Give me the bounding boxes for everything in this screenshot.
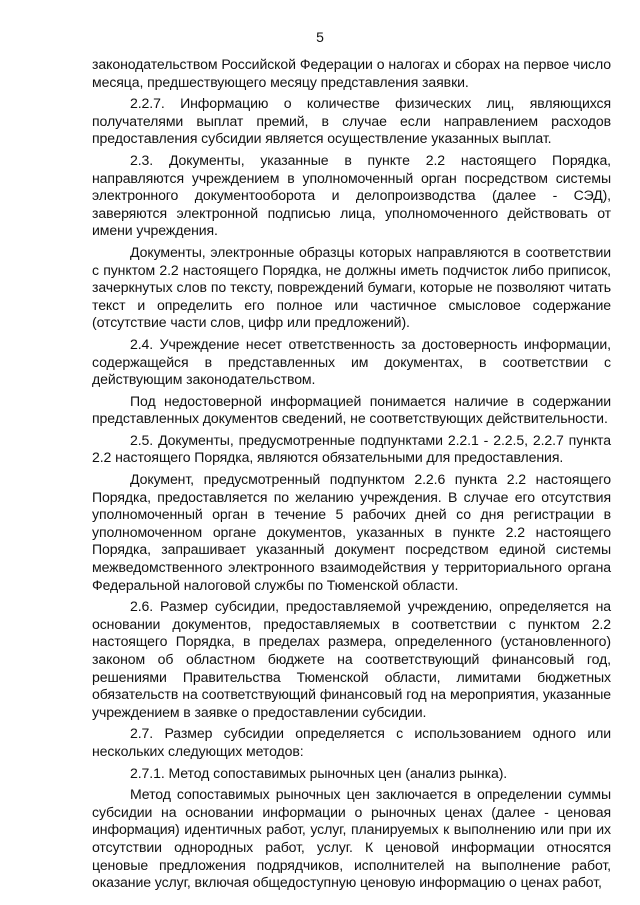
paragraph-2-2-7: 2.2.7. Информацию о количестве физических лиц, являющихся получателями выплат премий, в случае если направлением расходов предоставления субсидии является осуществление указанных выплат. [92,95,611,147]
page-number: 5 [316,29,324,45]
paragraph-continuation: законодательством Российской Федерации о налогах и сборах на первое число месяца, предшествующего месяцу представления заявки. [92,56,611,90]
paragraph-2-5: 2.5. Документы, предусмотренные подпунктами 2.2.1 - 2.2.5, 2.2.7 пункта 2.2 настоящего Порядка, являются обязательными для предоставления. [92,431,611,466]
paragraph-2-7: 2.7. Размер субсидии определяется с использованием одного или нескольких следующих методов: [92,725,611,759]
paragraph-2-6: 2.6. Размер субсидии, предоставляемой учреждению, определяется на основании документов, предоставляемых в соответствии с пунктом 2.2 настоящего Порядка, в пределах размера, определенного (установленного) законом об областном бюджете на соответствующий финансовый год, решениями Правительства Тюменской области, лимитами бюджетных обязательств на соответствующий финансовый год на мероприятия, указанные учреждением в заявке о предоставлении субсидии. [92,598,611,720]
paragraph-2-7-1: 2.7.1. Метод сопоставимых рыночных цен (анализ рынка). [130,764,508,781]
paragraph-market-price-method: Метод сопоставимых рыночных цен заключается в определении суммы субсидии на основании информации о рыночных ценах (далее - ценовая информация) идентичных работ, услуг, планируемых к выполнению или при их отсутствии однородных работ, услуг. К ценовой информации относятся ценовые предложения подрядчиков, исполнителей на выполнение работ, оказание услуг, включая общедоступную ценовую информацию о ценах работ, [92,786,611,891]
paragraph-2-4: 2.4. Учреждение несет ответственность за достоверность информации, содержащейся в представленных им документах, в соответствии с действующим законодательством. [92,335,611,388]
paragraph-document-2-2-6: Документ, предусмотренный подпунктом 2.2.6 пункта 2.2 настоящего Порядка, предоставляется по желанию учреждения. В случае его отсутствия уполномоченный орган в течение 5 рабочих дней со дня регистрации в уполномоченном органе документов, указанных в пункте 2.2 настоящего Порядка, запрашивает указанный документ посредством единой системы межведомственного электронного взаимодействия у территориального органа Федеральной налоговой службы по Тюменской области. [92,471,611,593]
paragraph-false-information: Под недостоверной информацией понимается наличие в содержании представленных документов сведений, не соответствующих действительности. [92,392,611,427]
document-body [92,56,611,896]
paragraph-documents-requirements: Документы, электронные образцы которых направляются в соответствии с пунктом 2.2 настоящего Порядка, не должны иметь подчисток либо приписок, зачеркнутых слов по тексту, повреждений бумаги, которые не позволяют читать текст и определить его полное или частичное смысловое содержание (отсутствие части слов, цифр или предложений). [92,243,611,331]
paragraph-2-3: 2.3. Документы, указанные в пункте 2.2 настоящего Порядка, направляются учреждением в уполномоченный орган посредством системы электронного документооборота и делопроизводства (далее - СЭД), заверяются электронной подписью лица, уполномоченного действовать от имени учреждения. [92,151,611,239]
